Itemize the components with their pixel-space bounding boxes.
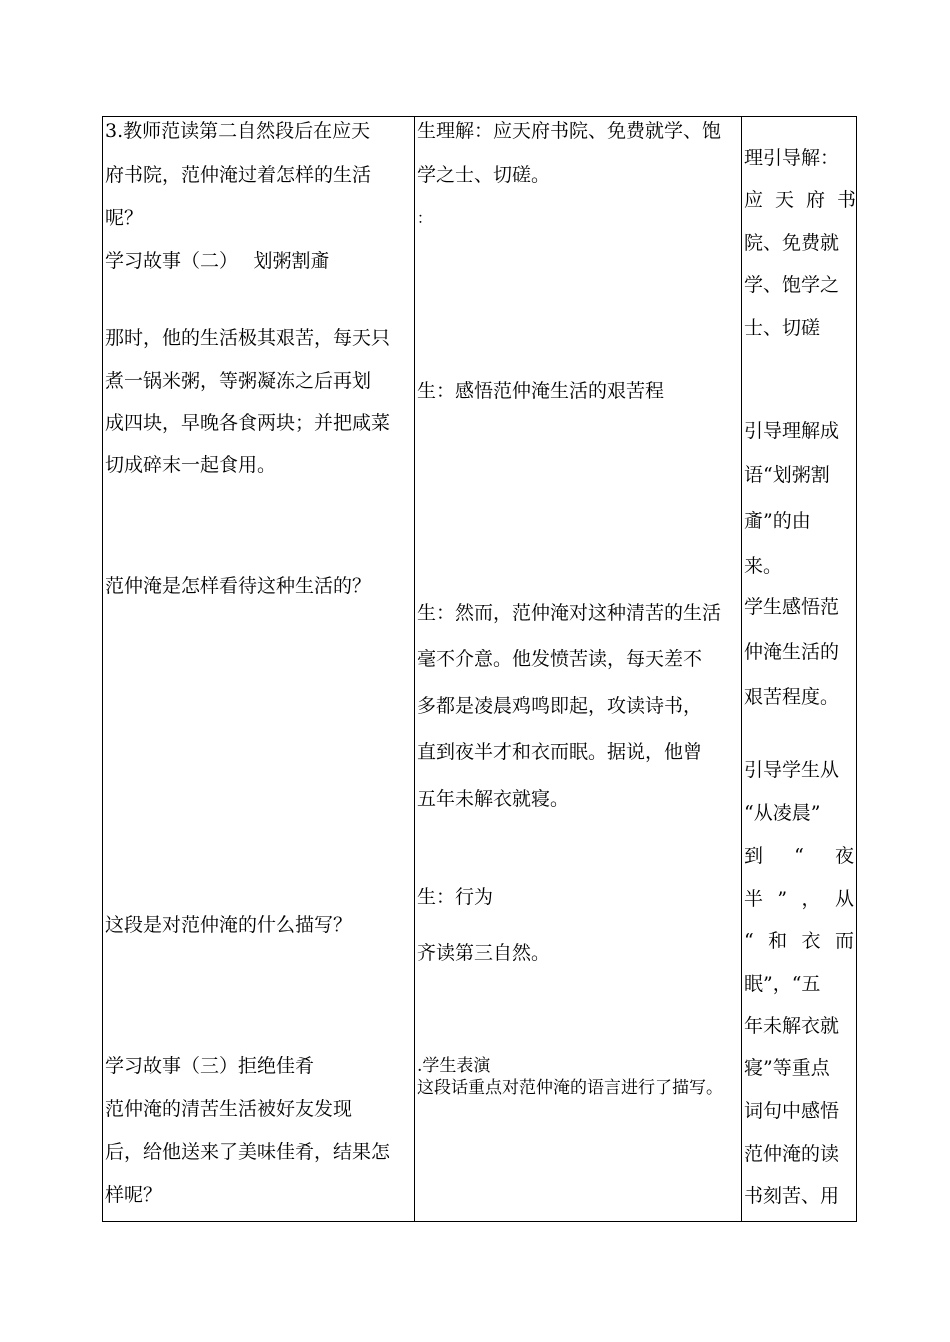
text-run: ” xyxy=(777,888,788,910)
text-line: 府书院，范仲淹过着怎样的生活 xyxy=(105,164,372,186)
text-run: “ xyxy=(744,930,754,952)
text-paragraph: 这段话重点对范仲淹的语言进行了描写。 xyxy=(417,1078,723,1098)
text-run: 夜 xyxy=(834,845,854,867)
text-run: 衣 xyxy=(801,930,821,952)
text-line: ： xyxy=(417,209,433,227)
question-text: 范仲淹是怎样看待这种生活的？ xyxy=(105,575,372,597)
text-run: 到 xyxy=(744,845,764,867)
text-line: 范仲淹的清苦生活被好友发现 xyxy=(105,1098,353,1120)
text-run: 应天府书 xyxy=(744,189,869,211)
text-line: 语“划粥割 xyxy=(744,464,830,486)
table-row xyxy=(103,117,857,1222)
text-line: 眠”，“五 xyxy=(744,973,821,995)
text-line: 寝”等重点 xyxy=(744,1057,830,1079)
text-line: 呢？ xyxy=(105,207,144,229)
text-line: 院、免费就 xyxy=(744,232,840,254)
text-line: 齑”的由 xyxy=(744,510,811,532)
text-line: 五年未解衣就寝。 xyxy=(417,788,570,810)
lesson-plan-table xyxy=(102,116,869,1222)
text-run: 和 xyxy=(768,930,788,952)
section-heading-story-3: 学习故事（三）拒绝佳肴 xyxy=(105,1055,315,1077)
text-line: 后，给他送来了美味佳肴，结果怎 xyxy=(105,1141,391,1163)
text-line: 学、饱学之 xyxy=(744,274,840,296)
text-line: 毫不介意。他发愤苦读，每天差不 xyxy=(417,648,703,670)
text-run: 半 xyxy=(744,888,764,910)
text-line: 引导理解成 xyxy=(744,420,840,442)
text-line: 煮一锅米粥，等粥凝冻之后再划 xyxy=(105,370,372,392)
text-line: 成四块，早晚各食两块；并把咸菜 xyxy=(105,412,391,434)
text-run: 而 xyxy=(834,930,854,952)
question-text: 这段是对范仲淹的什么描写？ xyxy=(105,914,353,936)
text-line: .学生表演 xyxy=(417,1056,491,1076)
design-intent-cell xyxy=(742,117,869,1222)
text-line: 直到夜半才和衣而眠。据说，他曾 xyxy=(417,741,703,763)
text-line: 生：然而，范仲淹对这种清苦的生活 xyxy=(417,602,722,624)
text-line: 那时，他的生活极其艰苦，每天只 xyxy=(105,327,391,349)
text-line: 引导学生从 xyxy=(744,759,840,781)
text-line: 理引导解： xyxy=(744,147,840,169)
text-line: 士、切磋 xyxy=(744,317,821,339)
text-line: 生理解：应天府书院、免费就学、饱 xyxy=(417,120,722,142)
text-line: 年未解衣就 xyxy=(744,1015,840,1037)
text-line: 来。 xyxy=(744,555,783,577)
text-line: 学之士、切磋。 xyxy=(417,164,551,186)
text-line: 齐读第三自然。 xyxy=(417,942,551,964)
text-run: ， xyxy=(801,888,821,910)
text-line xyxy=(744,929,854,953)
teacher-activity-cell xyxy=(103,117,415,1222)
text-line: 范仲淹的读 xyxy=(744,1143,840,1165)
text-line: 生：感悟范仲淹生活的艰苦程 xyxy=(417,380,665,402)
text-line: 切成碎末一起食用。 xyxy=(105,454,277,476)
text-line: 仲淹生活的 xyxy=(744,641,840,663)
section-heading-story-2: 学习故事（二） 划粥割齑 xyxy=(105,250,330,272)
text-run: 从 xyxy=(834,888,854,910)
text-line xyxy=(744,188,869,212)
text-line: 多都是凌晨鸡鸣即起，攻读诗书， xyxy=(417,695,703,717)
text-line: 学生感悟范 xyxy=(744,596,840,618)
text-line: “从凌晨” xyxy=(744,802,821,824)
text-line: 书刻苦、用 xyxy=(744,1185,840,1207)
text-run: “ xyxy=(794,845,804,867)
student-activity-cell xyxy=(415,117,742,1222)
text-line: 样呢？ xyxy=(105,1184,163,1206)
text-line: 艰苦程度。 xyxy=(744,686,840,708)
text-line xyxy=(744,887,854,911)
text-line: 生：行为 xyxy=(417,886,494,908)
text-line xyxy=(744,844,854,868)
text-line: 3.教师范读第二自然段后在应天 xyxy=(105,120,371,142)
text-line: 词句中感悟 xyxy=(744,1100,840,1122)
